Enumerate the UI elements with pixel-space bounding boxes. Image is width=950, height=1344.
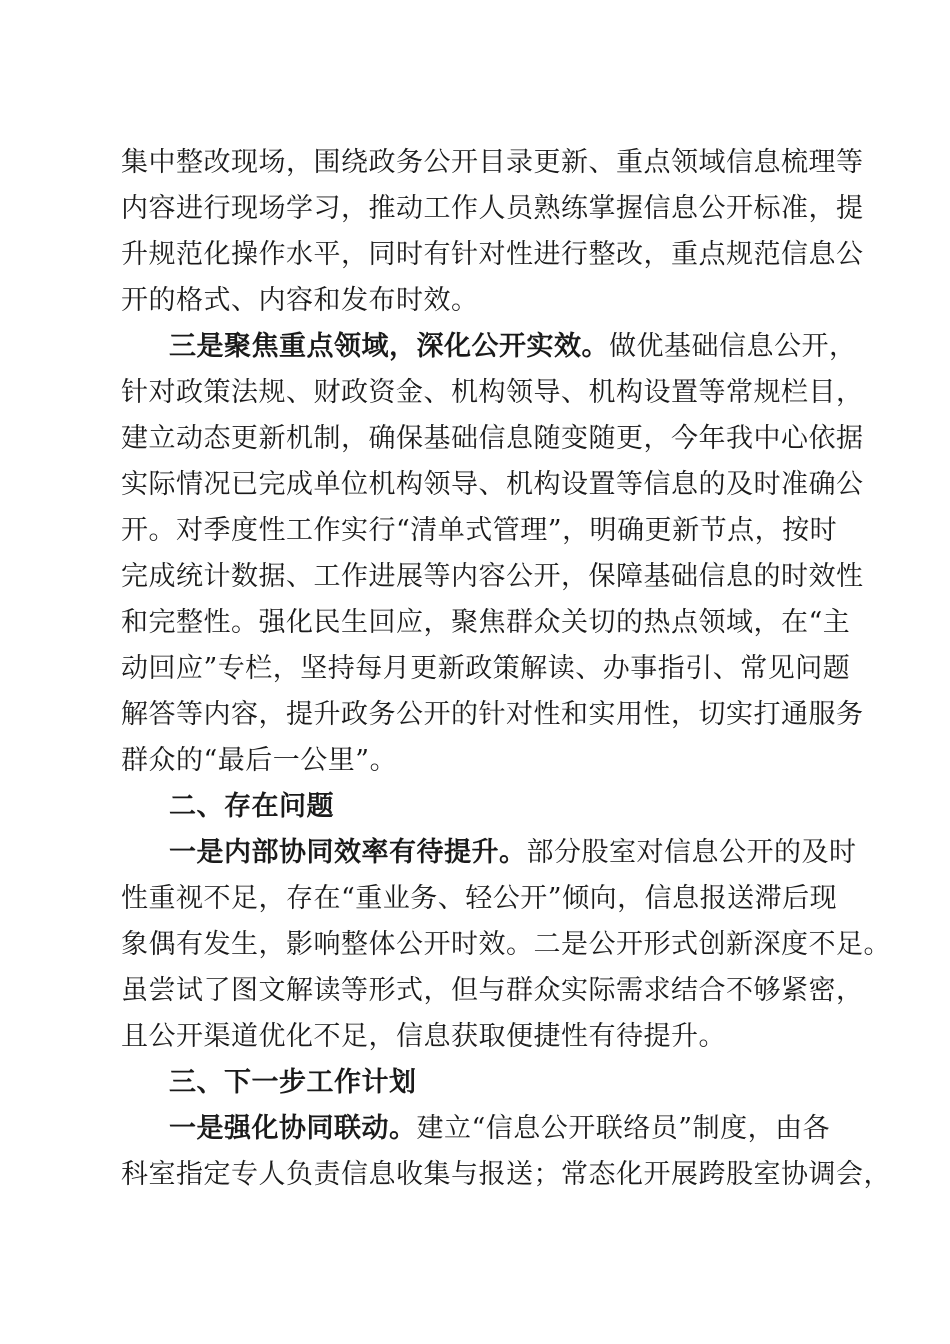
text-line: 实际情况已完成单位机构领导、机构设置等信息的及时准确公 [121,469,864,500]
section-heading: 三、下一步工作计划 [169,1067,417,1098]
text-line: 性重视不足，存在“重业务、轻公开”倾向，信息报送滞后现 [121,883,838,914]
text-line: 集中整改现场，围绕政务公开目录更新、重点领域信息梳理等 [121,147,864,178]
text-line: 开。对季度性工作实行“清单式管理”，明确更新节点，按时 [121,515,838,546]
text-line: 象偶有发生，影响整体公开时效。二是公开形式创新深度不足。 [121,929,891,960]
text-line: 建立动态更新机制，确保基础信息随变随更，今年我中心依据 [121,423,864,454]
text-line: 开的格式、内容和发布时效。 [121,285,479,316]
paragraph-text: 建立“信息公开联络员”制度，由各 [416,1113,831,1144]
paragraph-text: 部分股室对信息公开的及时 [526,837,857,868]
text-line: 动回应”专栏，坚持每月更新政策解读、办事指引、常见问题 [121,653,851,684]
text-line: 虽尝试了图文解读等形式，但与群众实际需求结合不够紧密， [121,975,864,1006]
section-heading: 二、存在问题 [169,791,334,822]
paragraph-text: 做优基础信息公开， [609,331,857,362]
text-line: 且公开渠道优化不足，信息获取便捷性有待提升。 [121,1021,726,1052]
text-line: 科室指定专人负责信息收集与报送；常态化开展跨股室协调会， [121,1159,891,1190]
text-line: 解答等内容，提升政务公开的针对性和实用性，切实打通服务 [121,699,864,730]
paragraph-lead: 三是聚焦重点领域，深化公开实效。 [169,331,609,362]
paragraph-first-line [0,836,950,870]
text-line: 升规范化操作水平，同时有针对性进行整改，重点规范信息公 [121,239,864,270]
text-line: 和完整性。强化民生回应，聚焦群众关切的热点领域，在“主 [121,607,851,638]
text-line: 针对政策法规、财政资金、机构领导、机构设置等常规栏目， [121,377,864,408]
text-line: 群众的“最后一公里”。 [121,745,398,776]
text-line: 完成统计数据、工作进展等内容公开，保障基础信息的时效性 [121,561,864,592]
text-line: 内容进行现场学习，推动工作人员熟练掌握信息公开标准，提 [121,193,864,224]
paragraph-first-line [0,330,950,364]
paragraph-lead: 一是强化协同联动。 [169,1113,417,1144]
paragraph-first-line [0,1112,950,1146]
paragraph-lead: 一是内部协同效率有待提升。 [169,837,527,868]
